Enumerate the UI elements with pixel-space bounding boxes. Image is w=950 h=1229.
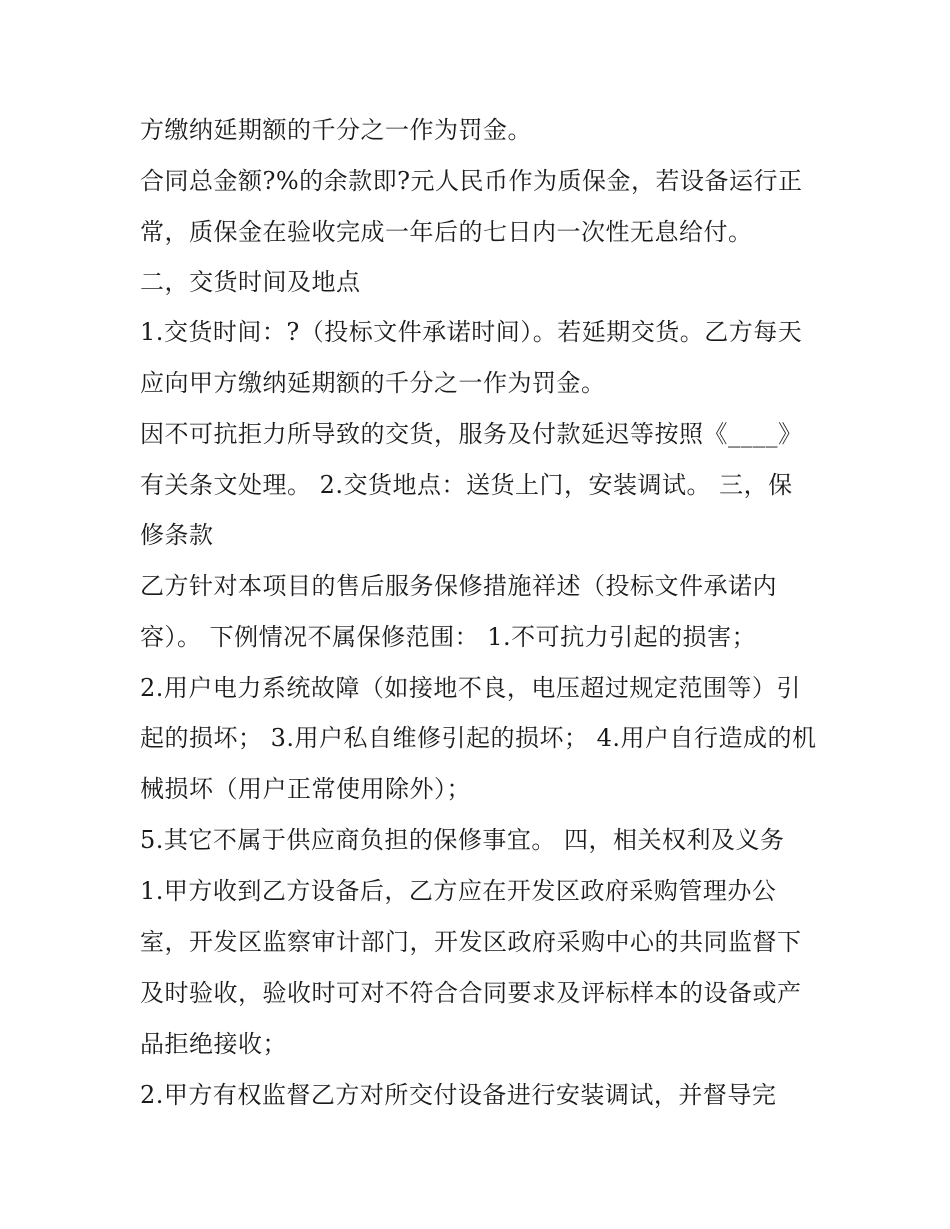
text-line: 因不可抗拒力所导致的交货，服务及付款延迟等按照《____》 [140, 420, 803, 448]
text-line: 2.甲方有权监督乙方对所交付设备进行安装调试，并督导完 [140, 1081, 777, 1109]
text-line: 1.甲方收到乙方设备后，乙方应在开发区政府采购管理办公 [140, 877, 777, 905]
text-line: 常，质保金在验收完成一年后的七日内一次性无息给付。 [140, 218, 753, 246]
text-line: 2.用户电力系统故障（如接地不良，电压超过规定范围等）引 [140, 674, 801, 702]
text-line: 5.其它不属于供应商负担的保修事宜。 四，相关权利及义务 [140, 826, 785, 854]
text-line: 及时验收，验收时可对不符合合同要求及评标样本的设备或产 [140, 979, 802, 1007]
text-line: 械损坏（用户正常使用除外）； [140, 775, 471, 803]
text-line: 1.交货时间：?（投标文件承诺时间）。若延期交货。乙方每天 [140, 318, 803, 346]
text-line: 品拒绝接收； [140, 1030, 287, 1058]
text-line: 方缴纳延期额的千分之一作为罚金。 [140, 116, 532, 144]
text-line: 应向甲方缴纳延期额的千分之一作为罚金。 [140, 369, 606, 397]
text-line: 有关条文处理。 2.交货地点：送货上门，安装调试。 三，保 [140, 471, 793, 499]
section-heading: 二，交货时间及地点 [140, 268, 361, 296]
text-line: 合同总金额?%的余款即?元人民币作为质保金，若设备运行正 [140, 167, 803, 195]
text-line: 容）。 下例情况不属保修范围： 1.不可抗力引起的损害； [140, 623, 757, 651]
text-line: 起的损坏； 3.用户私自维修引起的损坏； 4.用户自行造成的机 [140, 724, 817, 752]
text-line: 乙方针对本项目的售后服务保修措施祥述（投标文件承诺内 [140, 572, 777, 600]
text-line: 修条款 [140, 521, 214, 549]
text-line: 室，开发区监察审计部门，开发区政府采购中心的共同监督下 [140, 928, 802, 956]
